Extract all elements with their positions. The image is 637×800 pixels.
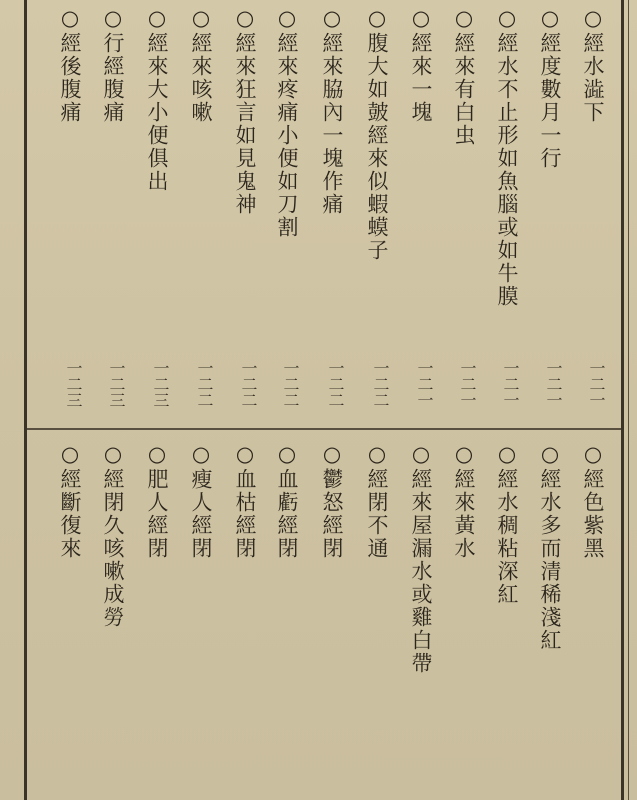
toc-entry: [98, 6, 128, 124]
toc-entry-text: ○經來咳嗽: [189, 6, 213, 124]
toc-entry: [406, 6, 436, 124]
toc-entry-text: ○經閉不通: [365, 442, 389, 560]
toc-entry: [230, 442, 260, 560]
toc-entry-text: ○經水稠粘深紅: [495, 442, 519, 606]
toc-entry-text: ○經來狂言如見鬼神: [233, 6, 257, 216]
left-border-line: [24, 0, 27, 800]
toc-entry-text: ○血虧經閉: [275, 442, 299, 560]
toc-entry-text: ○經來黃水: [452, 442, 476, 560]
toc-entry: [535, 6, 565, 170]
toc-entry: [55, 6, 85, 124]
toc-entry: [578, 442, 608, 560]
toc-entry-text: ○肥人經閉: [145, 442, 169, 560]
toc-entry-text: ○經閉久咳嗽成勞: [101, 442, 125, 629]
toc-entry: [449, 6, 479, 147]
toc-entry: [55, 442, 85, 560]
toc-entry: [98, 442, 128, 629]
page-number: 一二一: [458, 360, 477, 408]
toc-entry: [142, 442, 172, 560]
toc-entry-text: ○經來一塊: [409, 6, 433, 124]
toc-entry-text: ○血枯經閉: [233, 442, 257, 560]
page-number: 一二二: [326, 360, 345, 408]
toc-entry-text: ○鬱怒經閉: [320, 442, 344, 560]
toc-entry: [362, 442, 392, 560]
toc-entry: [186, 6, 216, 124]
toc-entry: [449, 442, 479, 560]
page-number: 一二三: [64, 360, 83, 408]
right-border-thin-line: [628, 0, 629, 800]
toc-entry-text: ○經來有白虫: [452, 6, 476, 147]
toc-entry: [406, 442, 436, 675]
toc-entry: [230, 6, 260, 216]
page-number: 一二一: [587, 360, 606, 408]
page-number: 一二二: [281, 360, 300, 408]
toc-entry-text: ○行經腹痛: [101, 6, 125, 124]
toc-entry-text: ○腹大如皷經來似蝦蟆子: [365, 6, 389, 262]
toc-entry-text: ○經水澁下: [581, 6, 605, 124]
section-divider: [27, 428, 621, 430]
toc-entry: [578, 6, 608, 124]
toc-entry: [186, 442, 216, 560]
page-number: 一二二: [239, 360, 258, 408]
page-number: 一二一: [415, 360, 434, 408]
right-border-line: [621, 0, 624, 800]
page-number: 一二一: [501, 360, 520, 408]
page-number: 一二三: [107, 360, 126, 408]
toc-entry: [317, 442, 347, 560]
toc-entry-text: ○經來屋漏水或雞白帶: [409, 442, 433, 675]
page-number: 一二二: [371, 360, 390, 408]
toc-entry: [142, 6, 172, 193]
toc-entry-text: ○經斷復來: [58, 442, 82, 560]
toc-entry-text: ○瘦人經閉: [189, 442, 213, 560]
toc-entry: [535, 442, 565, 652]
toc-entry-text: ○經來大小便俱出: [145, 6, 169, 193]
toc-entry: [492, 6, 522, 308]
toc-entry-text: ○經來脇內一塊作痛: [320, 6, 344, 216]
page-number: 一二三: [151, 360, 170, 408]
toc-entry: [272, 6, 302, 239]
toc-entry-text: ○經後腹痛: [58, 6, 82, 124]
page-number: 一二一: [544, 360, 563, 408]
toc-entry: [317, 6, 347, 216]
toc-entry-text: ○經度數月一行: [538, 6, 562, 170]
toc-entry-text: ○經色紫黑: [581, 442, 605, 560]
toc-entry-text: ○經水不止形如魚腦或如牛膜: [495, 6, 519, 308]
toc-entry-text: ○經來疼痛小便如刀割: [275, 6, 299, 239]
toc-entry: [272, 442, 302, 560]
page-number: 一二二: [195, 360, 214, 408]
toc-entry: [362, 6, 392, 262]
toc-entry-text: ○經水多而清稀淺紅: [538, 442, 562, 652]
toc-entry: [492, 442, 522, 606]
